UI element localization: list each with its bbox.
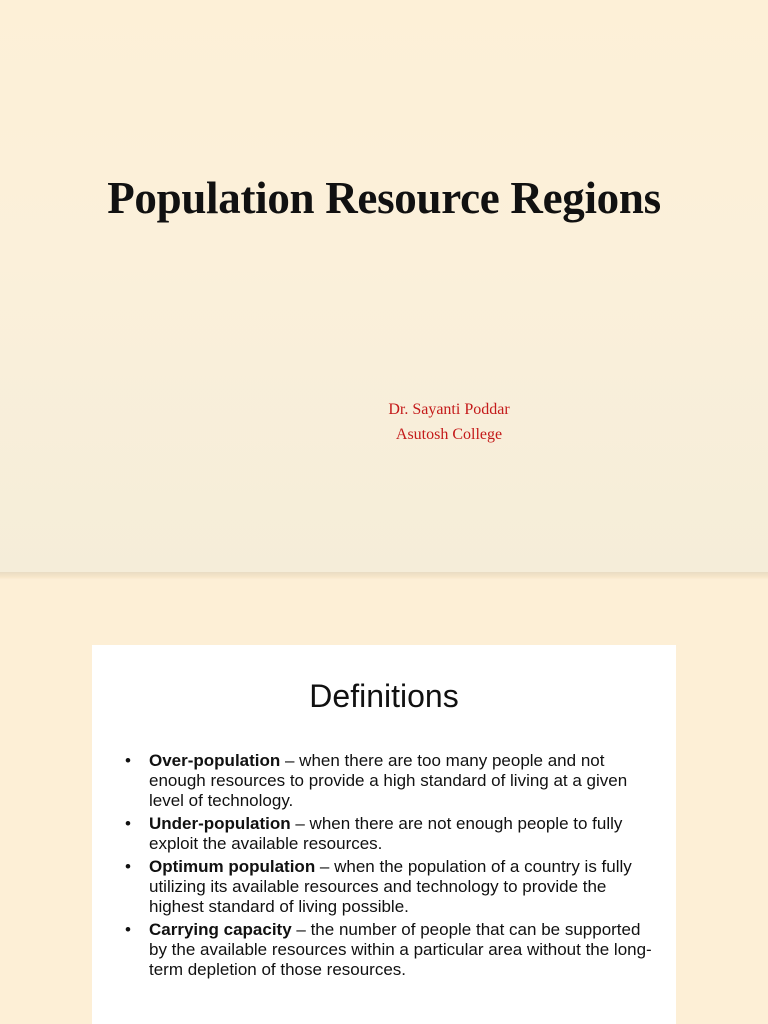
bullet-icon: • — [125, 814, 131, 833]
bullet-icon: • — [125, 857, 131, 876]
definitions-slide — [0, 580, 768, 1024]
definition-term: Under-population — [149, 814, 291, 833]
author-institution: Asutosh College — [395, 426, 503, 443]
author-block — [349, 397, 549, 447]
list-item-over-population — [123, 751, 653, 811]
definition-term: Over-population — [149, 751, 281, 770]
slide-title: Population Resource Regions — [107, 173, 661, 223]
list-item-optimum-population — [123, 857, 653, 917]
definitions-heading: Definitions — [309, 678, 459, 714]
definition-term: Optimum population — [149, 857, 316, 876]
definition-text: – when the population of a country is fully utilizing its available resources and technology to provide the highest standard of living possible. — [149, 857, 632, 916]
definition-text: – the number of people that can be supported by the available resources within a particular area without the long-term depletion of those resources. — [149, 920, 652, 979]
definition-term: Carrying capacity — [149, 920, 292, 939]
list-item-under-population — [123, 814, 653, 854]
bullet-icon: • — [125, 920, 131, 939]
list-item-carrying-capacity — [123, 920, 653, 980]
definition-text: – when there are too many people and not enough resources to provide a high standard of living at a given level of technology. — [149, 751, 628, 810]
bullet-icon: • — [125, 751, 131, 770]
slide-divider — [0, 572, 768, 580]
author-name: Dr. Sayanti Poddar — [388, 401, 510, 418]
definitions-panel — [92, 645, 676, 1024]
definition-text: – when there are not enough people to fully exploit the available resources. — [149, 814, 623, 853]
definitions-list — [123, 751, 653, 983]
